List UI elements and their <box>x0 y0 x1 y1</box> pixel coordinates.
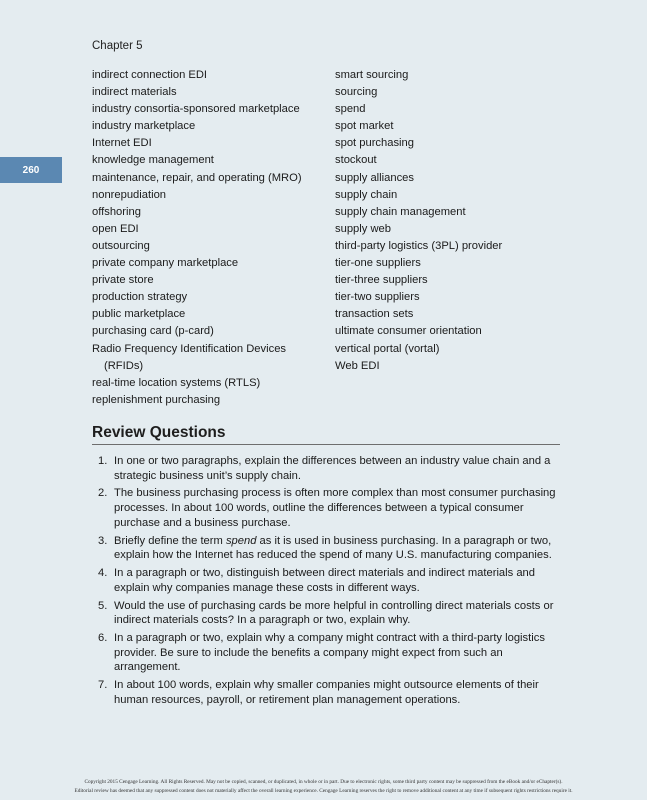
review-question <box>98 678 560 707</box>
question-number: 2. <box>98 487 108 500</box>
key-term: smart sourcing <box>335 69 409 81</box>
review-question <box>98 566 560 595</box>
question-number: 1. <box>98 455 108 467</box>
key-term: industry marketplace <box>92 120 196 133</box>
question-number: 5. <box>98 599 108 612</box>
question-emphasis: spend <box>225 534 257 547</box>
question-text-part: The business purchasing process is often more complex than most consumer purchasing processes. In about 100 words, outline the differences between a typical consumer purchase and a business purchase. <box>114 487 556 529</box>
key-term: Internet EDI <box>92 137 152 150</box>
chapter-header: Chapter 5 <box>92 40 143 52</box>
key-term: public marketplace <box>92 308 186 321</box>
question-text <box>114 631 560 675</box>
key-term: private store <box>92 274 154 287</box>
question-number: 3. <box>98 534 108 547</box>
key-term: spot market <box>335 120 394 133</box>
key-term: Web EDI <box>335 359 380 372</box>
key-term: tier-three suppliers <box>335 274 428 287</box>
review-question <box>98 454 560 483</box>
key-term: third-party logistics (3PL) provider <box>335 239 503 252</box>
key-term: transaction sets <box>335 308 414 321</box>
key-term: tier-two suppliers <box>335 291 420 304</box>
key-term: sourcing <box>335 86 378 99</box>
review-question <box>98 486 560 530</box>
key-term: supply web <box>335 222 391 235</box>
key-term: spend <box>335 103 366 116</box>
key-term: private company marketplace <box>92 257 239 270</box>
key-term: outsourcing <box>92 239 150 252</box>
review-questions-heading: Review Questions <box>92 424 560 445</box>
copyright-line-1: Copyright 2015 Cengage Learning. All Rights Reserved. May not be copied, scanned, or duplicated, in whole or in part. Due to electronic rights, some third party content may be suppressed from the eBook and/or eChapter(s). <box>84 779 563 785</box>
key-term: supply chain management <box>335 205 466 218</box>
review-question <box>98 631 560 675</box>
key-term: vertical portal (vortal) <box>335 342 440 355</box>
key-term: supply chain <box>335 188 398 201</box>
key-term: production strategy <box>92 291 188 304</box>
key-term: stockout <box>335 154 377 167</box>
key-term: maintenance, repair, and operating (MRO) <box>92 171 302 184</box>
key-term: Radio Frequency Identification Devices (RFIDs) <box>92 342 287 372</box>
key-term: ultimate consumer orientation <box>335 325 482 338</box>
question-text-part: Would the use of purchasing cards be more helpful in controlling direct materials costs or indirect materials costs? In a paragraph or two, explain why. <box>114 599 554 627</box>
question-text <box>114 678 560 707</box>
question-number: 7. <box>98 679 108 692</box>
question-text-part: Briefly define the term <box>114 534 226 547</box>
question-text <box>114 566 560 595</box>
key-term: tier-one suppliers <box>335 257 421 270</box>
question-text-part: as it is used in business purchasing. In a paragraph or two, explain how the Internet has reduced the spend of many U.S. manufacturing companies. <box>114 534 552 562</box>
page-number-tab: 260 <box>0 157 62 183</box>
key-term: open EDI <box>92 222 139 235</box>
question-text-part: In about 100 words, explain why smaller companies might outsource elements of their human resources, payroll, or retirement plan management operations. <box>114 679 539 706</box>
key-term: nonrepudiation <box>92 188 167 201</box>
question-text-part: In a paragraph or two, distinguish between direct materials and indirect materials and explain why companies manage these costs in different ways. <box>114 567 536 594</box>
copyright-notice <box>0 778 647 796</box>
question-text <box>114 534 560 563</box>
question-number: 4. <box>98 567 108 580</box>
key-term: replenishment purchasing <box>92 393 221 406</box>
review-question <box>98 534 560 563</box>
key-term: knowledge management <box>92 154 214 167</box>
key-term: real-time location systems (RTLS) <box>92 376 261 389</box>
question-text-part: In one or two paragraphs, explain the differences between an industry value chain and a strategic business unit’s supply chain. <box>114 455 551 482</box>
key-terms-left-column <box>92 67 322 409</box>
question-text <box>114 454 560 483</box>
review-question <box>98 599 560 628</box>
key-term: industry consortia-sponsored marketplace <box>92 103 300 116</box>
key-term: spot purchasing <box>335 137 414 150</box>
key-term: purchasing card (p-card) <box>92 325 214 338</box>
key-terms-right-column <box>335 67 560 375</box>
copyright-line-2: Editorial review has deemed that any suppressed content does not materially affect the overall learning experience. Cengage Learning reserves the right to remove additional content at any time if subsequent rights restrictions require it. <box>74 788 573 794</box>
question-text <box>114 599 560 628</box>
key-term: indirect connection EDI <box>92 69 208 81</box>
key-term: indirect materials <box>92 86 177 99</box>
question-text-part: In a paragraph or two, explain why a company might contract with a third-party logistics provider. Be sure to include the benefits a company might expect from such an arrangement. <box>114 632 545 674</box>
question-number: 6. <box>98 632 108 645</box>
key-term: offshoring <box>92 205 141 218</box>
review-questions-list <box>98 454 560 711</box>
question-text <box>114 486 560 530</box>
key-term: supply alliances <box>335 171 414 184</box>
